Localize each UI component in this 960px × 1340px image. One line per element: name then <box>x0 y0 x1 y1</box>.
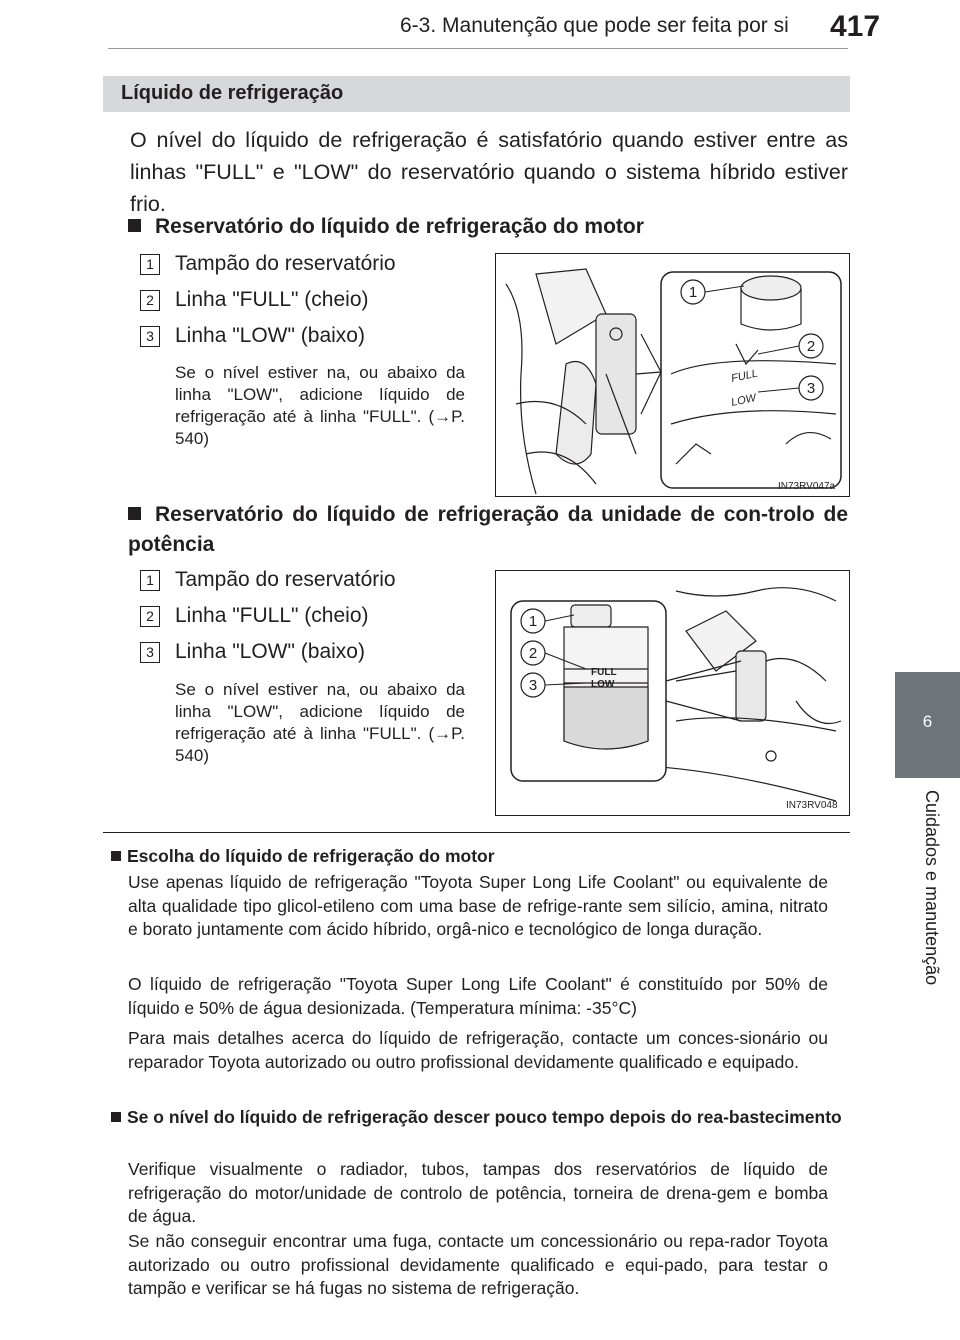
item-text: Linha "FULL" (cheio) <box>175 288 369 311</box>
list-item <box>140 324 470 350</box>
subheading-text: Reservatório do líquido de refrigeração da unidade de con-trolo de potência <box>128 503 848 556</box>
callout-1: 1 <box>528 613 538 630</box>
list-item <box>140 604 470 630</box>
fig-label-low: LOW <box>730 391 758 409</box>
item-number-badge: 2 <box>140 606 160 627</box>
item-number-badge: 3 <box>140 326 160 347</box>
subheading-pcu-reservoir <box>128 500 848 560</box>
running-header-title: 6-3. Manutenção que pode ser feita por si <box>400 14 789 37</box>
section-title-bar <box>103 76 850 112</box>
item-text: Tampão do reservatório <box>175 568 396 591</box>
square-bullet-icon <box>128 219 141 232</box>
chapter-tab: 6 <box>895 672 960 778</box>
info-paragraph: O líquido de refrigeração "Toyota Super Long Life Coolant" é constituído por 50% de líquido e 50% de água desionizada. (Temperatura mínima: -35°C) <box>128 974 828 1018</box>
fig-label-full: FULL <box>591 667 617 678</box>
info-heading-level-drop <box>111 1106 851 1129</box>
info-paragraph: Para mais detalhes acerca do líquido de refrigeração, contacte um conces-sionário ou reparador Toyota autorizado ou outro profissional devidamente qualificado e equipado. <box>128 1028 828 1072</box>
callout-1: 1 <box>688 284 698 301</box>
item-text: Linha "LOW" (baixo) <box>175 640 365 663</box>
square-bullet-icon <box>128 507 141 520</box>
info-heading-coolant-choice <box>111 845 851 868</box>
info-paragraph: Verifique visualmente o radiador, tubos, tampas dos reservatórios de líquido de refrigeração do motor/unidade de controlo de potência, torneira de drena-gem e bomba de água. <box>128 1159 828 1226</box>
item-text: Linha "LOW" (baixo) <box>175 324 365 347</box>
item-number-badge: 3 <box>140 642 160 663</box>
figure-code: IN73RV048 <box>786 800 838 811</box>
figure-code: IN73RV047a <box>778 481 836 492</box>
callout-2: 2 <box>806 338 816 355</box>
subheading-text: Reservatório do líquido de refrigeração do motor <box>155 215 644 238</box>
subheading-engine-reservoir <box>128 212 848 242</box>
item-text: Linha "FULL" (cheio) <box>175 604 369 627</box>
fig-label-low: LOW <box>591 679 615 690</box>
engine-reservoir-illustration <box>496 254 849 496</box>
item-text: Tampão do reservatório <box>175 252 396 275</box>
pcu-reservoir-figure <box>495 570 850 816</box>
item-number-badge: 1 <box>140 254 160 275</box>
item-number-badge: 1 <box>140 570 160 591</box>
item-number-badge: 2 <box>140 290 160 311</box>
section-divider <box>103 832 850 833</box>
section-title: Líquido de refrigeração <box>121 82 344 104</box>
refill-note: Se o nível estiver na, ou abaixo da linha "LOW", adicione líquido de refrigeração até à linha "FULL". (→P. 540) <box>175 680 465 765</box>
list-item <box>140 288 470 314</box>
list-item <box>140 640 470 666</box>
callout-3: 3 <box>528 677 538 694</box>
header-rule <box>108 48 848 49</box>
info-paragraph: Use apenas líquido de refrigeração "Toyota Super Long Life Coolant" ou equivalente de alta qualidade tipo glicol-etileno com uma base de refrige-rante sem silício, amina, nitrato e borato juntamente com ácido híbrido, orgâ-nico e tecnológico de longa duração. <box>128 872 828 939</box>
info-heading-text: Se o nível do líquido de refrigeração descer pouco tempo depois do rea-bastecimento <box>127 1107 842 1127</box>
info-paragraph: Se não conseguir encontrar uma fuga, contacte um concessionário ou repa-rador Toyota autorizado ou outro profissional devidamente qualificado e equi-pado, para testar o tampão e verificar se há fugas no sistema de refrigeração. <box>128 1231 828 1298</box>
square-bullet-icon <box>111 851 121 861</box>
callout-3: 3 <box>806 380 816 397</box>
intro-paragraph: O nível do líquido de refrigeração é satisfatório quando estiver entre as linhas "FULL" e "LOW" do reservatório quando o sistema híbrido estiver frio. <box>130 128 848 216</box>
page-number: 417 <box>830 10 881 43</box>
refill-note: Se o nível estiver na, ou abaixo da linha "LOW", adicione líquido de refrigeração até à linha "FULL". (→P. 540) <box>175 363 465 448</box>
square-bullet-icon <box>111 1112 121 1122</box>
list-item <box>140 252 470 278</box>
list-item <box>140 568 470 594</box>
fig-label-full: FULL <box>730 367 759 385</box>
pcu-reservoir-illustration <box>496 571 849 815</box>
chapter-label: Cuidados e manutenção <box>922 790 942 986</box>
info-heading-text: Escolha do líquido de refrigeração do motor <box>127 846 495 866</box>
callout-2: 2 <box>528 645 538 662</box>
engine-reservoir-figure <box>495 253 850 497</box>
